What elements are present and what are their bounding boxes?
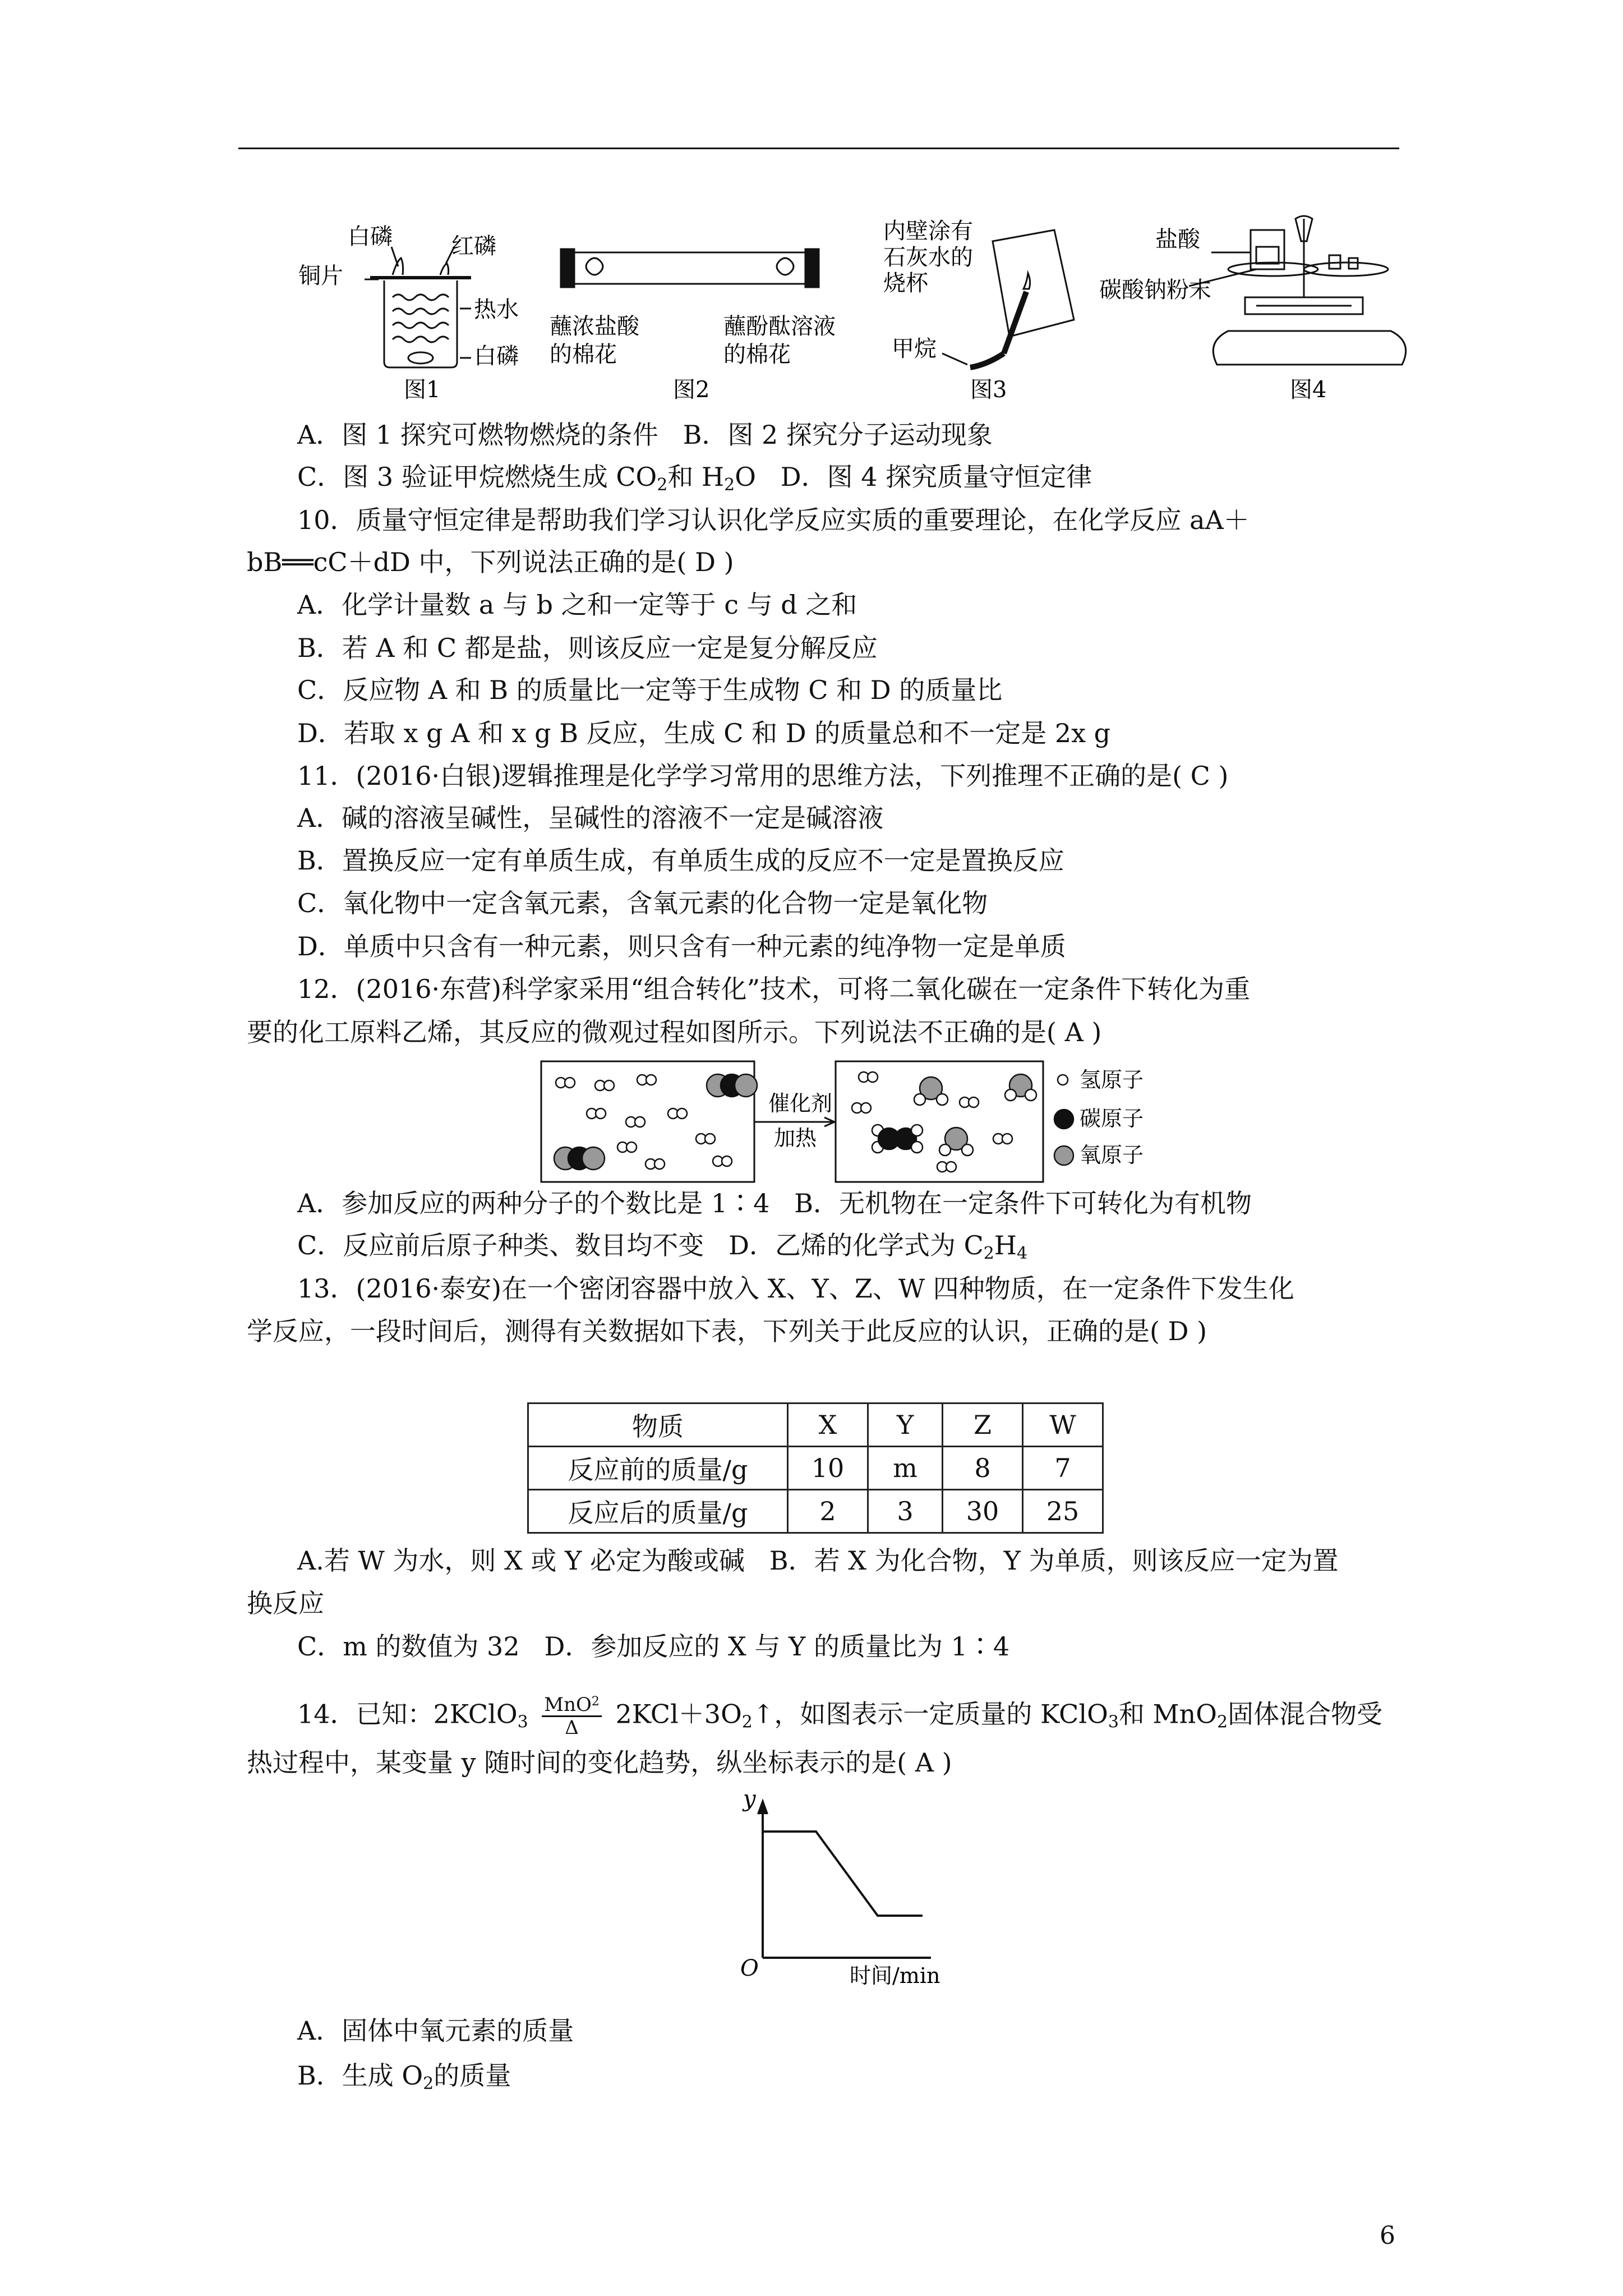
legend-oxygen: 氧原子 — [1080, 1143, 1144, 1167]
q9-option-a: A．图 1 探究可燃物燃烧的条件 — [297, 420, 658, 450]
table-cell: 7 — [1023, 1447, 1103, 1490]
q14-graph — [729, 1789, 965, 1991]
table-cell: 反应前的质量/g — [528, 1447, 788, 1490]
fig2-caption: 图2 — [673, 377, 710, 403]
figure-2-tube — [561, 249, 819, 287]
y-axis-label: y — [743, 1789, 756, 1812]
product-molecules — [852, 1072, 1036, 1172]
table-row — [528, 1490, 1103, 1533]
q12-option-b: B．无机物在一定条件下可转化为有机物 — [794, 1188, 1252, 1218]
arrow-label-catalyst: 催化剂 — [768, 1091, 833, 1116]
q9-option-row-cd — [297, 460, 1092, 494]
atom-legend — [1054, 1075, 1073, 1165]
table-header-row — [528, 1404, 1103, 1447]
fig1-label-copper-sheet: 铜片 — [298, 263, 343, 289]
catalyst-condition: MnO$^2$ Δ — [542, 1694, 602, 1738]
header-rule — [238, 148, 1399, 149]
q13-option-b-cont: 换反应 — [247, 1588, 324, 1618]
q10-option-d: D．若取 x g A 和 x g B 反应，生成 C 和 D 的质量总和不一定是 2x g — [297, 718, 1111, 748]
q14-option-a: A．固体中氧元素的质量 — [297, 2016, 574, 2046]
q12-option-d: D．乙烯的化学式为 $C_2H_4$ — [728, 1230, 1028, 1263]
fig4-caption: 图4 — [1290, 377, 1327, 403]
q13-stem-line2: 学反应，一段时间后，测得有关数据如下表，下列关于此反应的认识，正确的是( D ) — [247, 1316, 1207, 1346]
q14-stem-line2: 热过程中，某变量 y 随时间的变化趋势，纵坐标表示的是( A ) — [247, 1747, 952, 1778]
table-header-cell: 物质 — [528, 1404, 788, 1447]
table-cell: 8 — [943, 1447, 1023, 1490]
legend-carbon: 碳原子 — [1080, 1106, 1144, 1131]
q13-stem-line1: 13．(2016·泰安)在一个密闭容器中放入 X、Y、Z、W 四种物质，在一定条件下发生化 — [297, 1273, 1294, 1304]
page-number: 6 — [1380, 2221, 1395, 2250]
q13-option-row-cd — [297, 1630, 1009, 1663]
q10-option-c: C．反应物 A 和 B 的质量比一定等于生成物 C 和 D 的质量比 — [297, 675, 1003, 705]
q11-option-b: B．置换反应一定有单质生成，有单质生成的反应不一定是置换反应 — [297, 845, 1064, 876]
q10-option-a: A．化学计量数 a 与 b 之和一定等于 c 与 d 之和 — [297, 590, 857, 620]
table-header-cell: Z — [943, 1404, 1023, 1447]
y-axis-arrow-icon — [758, 1802, 767, 1814]
q12-option-row-ab — [297, 1186, 1252, 1220]
figure-4-balance — [1189, 216, 1406, 365]
table-header-cell: X — [788, 1404, 868, 1447]
q13-mass-table — [527, 1402, 1104, 1534]
table-cell: 3 — [868, 1490, 943, 1533]
q14-stem-line1: 14．已知：2KClO$_3$ MnO$^2$ Δ $2KCl+3O_2↑$，如图表示一定质量的 KClO$_3$和 MnO$_2$固体混合物受 — [297, 1694, 1383, 1739]
fig2-label-phenolphthalein-line1: 蘸酚酞溶液 — [723, 314, 836, 339]
arrow-label-heating: 加热 — [774, 1126, 817, 1151]
fig1-caption: 图1 — [404, 377, 441, 403]
experiment-figures — [292, 213, 1441, 404]
fig3-label-line1: 内壁涂有 — [883, 218, 973, 244]
fig1-label-red-phosphorus: 红磷 — [451, 233, 496, 259]
q13-option-a: A.若 W 为水，则 X 或 Y 必定为酸或碱 — [297, 1545, 745, 1576]
fig2-label-phenolphthalein-line2: 的棉花 — [723, 342, 791, 367]
q10-stem-line2: bB══cC＋dD 中，下列说法正确的是( D ) — [247, 547, 734, 577]
q11-option-a: A．碱的溶液呈碱性，呈碱性的溶液不一定是碱溶液 — [297, 803, 884, 833]
q12-reaction-diagram — [538, 1055, 1183, 1189]
q12-option-c: C．反应前后原子种类、数目均不变 — [297, 1230, 704, 1260]
table-cell: 反应后的质量/g — [528, 1490, 788, 1533]
table-cell: 10 — [788, 1447, 868, 1490]
fig3-caption: 图3 — [970, 377, 1007, 403]
fig2-label-hcl-line1: 蘸浓盐酸 — [550, 314, 639, 339]
curve-line — [763, 1832, 923, 1916]
q9-option-d: D．图 4 探究质量守恒定律 — [780, 462, 1092, 492]
fig4-label-hcl: 盐酸 — [1155, 227, 1200, 252]
reactant-molecules — [554, 1074, 757, 1170]
fig1-label-white-phosphorus-top: 白磷 — [348, 224, 393, 250]
q14-option-b: B．生成 $O_2$的质量 — [297, 2060, 511, 2093]
q12-option-a: A．参加反应的两种分子的个数比是 1∶4 — [297, 1188, 770, 1218]
fig4-label-sodium-carbonate: 碳酸钠粉末 — [1099, 277, 1211, 303]
q9-option-row-ab — [297, 418, 993, 452]
q12-option-row-cd — [297, 1228, 1027, 1262]
figure-1-combustion — [365, 247, 471, 367]
fig3-label-methane: 甲烷 — [892, 336, 937, 362]
table-header-cell: Y — [868, 1404, 943, 1447]
q10-option-b: B．若 A 和 C 都是盐，则该反应一定是复分解反应 — [297, 633, 878, 663]
fig1-label-hot-water: 热水 — [474, 297, 519, 323]
q13-option-d: D．参加反应的 X 与 Y 的质量比为 1∶4 — [544, 1631, 1010, 1662]
q11-stem: 11．(2016·白银)逻辑推理是化学学习常用的思维方法，下列推理不正确的是( C ) — [297, 761, 1229, 791]
table-header-cell: W — [1023, 1404, 1103, 1447]
q12-stem-line1: 12．(2016·东营)科学家采用“组合转化”技术，可将二氧化碳在一定条件下转化为重 — [297, 974, 1251, 1004]
q12-stem-line2: 要的化工原料乙烯，其反应的微观过程如图所示。下列说法不正确的是( A ) — [247, 1017, 1102, 1047]
q13-option-row-ab — [297, 1544, 1339, 1577]
table-cell: 30 — [943, 1490, 1023, 1533]
fig1-label-white-phosphorus-bottom: 白磷 — [474, 343, 519, 369]
fig2-label-hcl-line2: 的棉花 — [550, 342, 617, 367]
q9-option-c: C．图 3 验证甲烷燃烧生成 $CO_2$和 $H_2O$ — [297, 462, 756, 495]
fig3-label-line2: 石灰水的 — [883, 245, 973, 270]
q9-option-b: B．图 2 探究分子运动现象 — [683, 420, 993, 450]
q11-option-d: D．单质中只含有一种元素，则只含有一种元素的纯净物一定是单质 — [297, 931, 1066, 961]
x-axis-label: 时间/min — [850, 1963, 940, 1988]
q10-stem-line1: 10．质量守恒定律是帮助我们学习认识化学反应实质的重要理论，在化学反应 aA＋ — [297, 505, 1249, 535]
table-cell: 25 — [1023, 1490, 1103, 1533]
table-cell: 2 — [788, 1490, 868, 1533]
q13-option-b: B．若 X 为化合物，Y 为单质，则该反应一定为置 — [769, 1545, 1339, 1576]
q11-option-c: C．氧化物中一定含氧元素，含氧元素的化合物一定是氧化物 — [297, 888, 988, 918]
fig3-label-line3: 烧杯 — [883, 270, 928, 296]
table-cell: m — [868, 1447, 943, 1490]
origin-label: O — [740, 1955, 759, 1981]
q13-option-c: C．m 的数值为 32 — [297, 1631, 520, 1662]
table-row — [528, 1447, 1103, 1490]
legend-hydrogen: 氢原子 — [1080, 1068, 1144, 1092]
